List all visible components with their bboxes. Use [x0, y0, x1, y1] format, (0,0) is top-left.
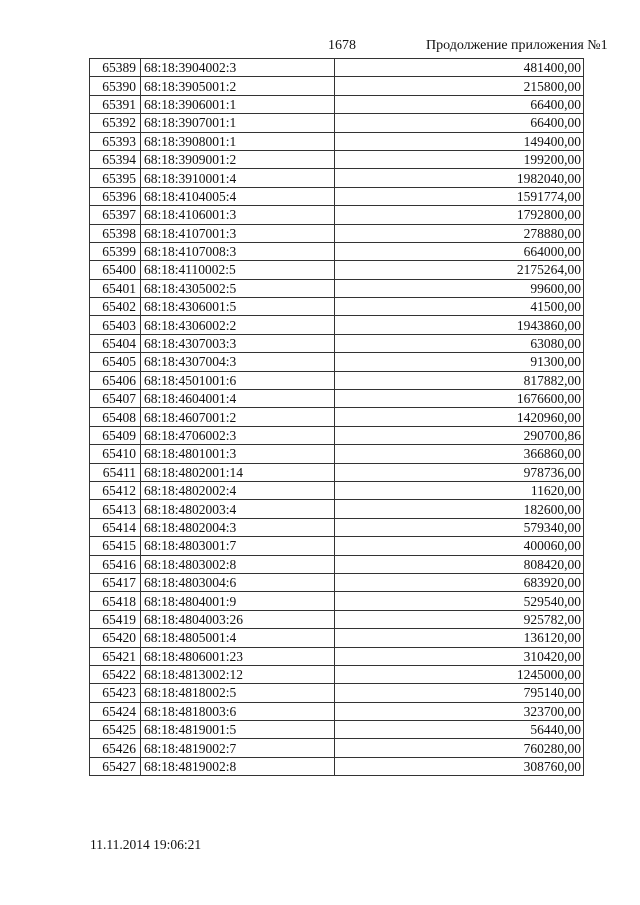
- cadastral-value-cell: 978736,00: [335, 463, 584, 481]
- cadastral-value-cell: 795140,00: [335, 684, 584, 702]
- cadastral-number-cell: 68:18:4802002:4: [141, 481, 335, 499]
- table-row: [90, 114, 584, 132]
- cadastral-value-cell: 1676600,00: [335, 390, 584, 408]
- cadastral-number-cell: 68:18:4106001:3: [141, 206, 335, 224]
- table-row: [90, 739, 584, 757]
- row-number-cell: 65417: [90, 573, 141, 591]
- row-number-cell: 65408: [90, 408, 141, 426]
- cadastral-value-cell: 366860,00: [335, 445, 584, 463]
- cadastral-number-cell: 68:18:4805001:4: [141, 629, 335, 647]
- cadastral-number-cell: 68:18:3905001:2: [141, 77, 335, 95]
- cadastral-number-cell: 68:18:4804001:9: [141, 592, 335, 610]
- row-number-cell: 65389: [90, 59, 141, 77]
- row-number-cell: 65422: [90, 665, 141, 683]
- cadastral-number-cell: 68:18:4110002:5: [141, 261, 335, 279]
- table-row: [90, 500, 584, 518]
- cadastral-value-cell: 56440,00: [335, 721, 584, 739]
- row-number-cell: 65412: [90, 481, 141, 499]
- cadastral-value-cell: 149400,00: [335, 132, 584, 150]
- table-body: [90, 59, 584, 776]
- table-row: [90, 371, 584, 389]
- row-number-cell: 65393: [90, 132, 141, 150]
- cadastral-number-cell: 68:18:4819002:8: [141, 757, 335, 775]
- cadastral-value-cell: 11620,00: [335, 481, 584, 499]
- table-row: [90, 353, 584, 371]
- row-number-cell: 65409: [90, 426, 141, 444]
- cadastral-value-cell: 529540,00: [335, 592, 584, 610]
- row-number-cell: 65419: [90, 610, 141, 628]
- cadastral-number-cell: 68:18:4813002:12: [141, 665, 335, 683]
- cadastral-number-cell: 68:18:4305002:5: [141, 279, 335, 297]
- table-row: [90, 426, 584, 444]
- cadastral-number-cell: 68:18:4307003:3: [141, 334, 335, 352]
- cadastral-number-cell: 68:18:4803004:6: [141, 573, 335, 591]
- cadastral-number-cell: 68:18:4804003:26: [141, 610, 335, 628]
- cadastral-number-cell: 68:18:3908001:1: [141, 132, 335, 150]
- cadastral-number-cell: 68:18:4806001:23: [141, 647, 335, 665]
- row-number-cell: 65420: [90, 629, 141, 647]
- cadastral-value-cell: 817882,00: [335, 371, 584, 389]
- row-number-cell: 65396: [90, 187, 141, 205]
- row-number-cell: 65406: [90, 371, 141, 389]
- row-number-cell: 65400: [90, 261, 141, 279]
- cadastral-value-cell: 182600,00: [335, 500, 584, 518]
- table-row: [90, 481, 584, 499]
- row-number-cell: 65395: [90, 169, 141, 187]
- cadastral-value-cell: 400060,00: [335, 537, 584, 555]
- row-number-cell: 65399: [90, 242, 141, 260]
- table-row: [90, 206, 584, 224]
- page-number: 1678: [328, 38, 356, 53]
- cadastral-value-cell: 579340,00: [335, 518, 584, 536]
- cadastral-value-cell: 760280,00: [335, 739, 584, 757]
- row-number-cell: 65427: [90, 757, 141, 775]
- cadastral-number-cell: 68:18:4819002:7: [141, 739, 335, 757]
- cadastral-value-cell: 1982040,00: [335, 169, 584, 187]
- cadastral-value-cell: 1591774,00: [335, 187, 584, 205]
- cadastral-number-cell: 68:18:3904002:3: [141, 59, 335, 77]
- cadastral-number-cell: 68:18:3910001:4: [141, 169, 335, 187]
- cadastral-number-cell: 68:18:4107001:3: [141, 224, 335, 242]
- row-number-cell: 65391: [90, 95, 141, 113]
- table-row: [90, 592, 584, 610]
- cadastral-value-cell: 41500,00: [335, 298, 584, 316]
- cadastral-number-cell: 68:18:4306002:2: [141, 316, 335, 334]
- table-row: [90, 59, 584, 77]
- table-row: [90, 537, 584, 555]
- cadastral-number-cell: 68:18:4819001:5: [141, 721, 335, 739]
- table-row: [90, 334, 584, 352]
- table-row: [90, 242, 584, 260]
- table-row: [90, 684, 584, 702]
- table-row: [90, 279, 584, 297]
- row-number-cell: 65390: [90, 77, 141, 95]
- row-number-cell: 65418: [90, 592, 141, 610]
- cadastral-value-cell: 808420,00: [335, 555, 584, 573]
- cadastral-number-cell: 68:18:4801001:3: [141, 445, 335, 463]
- table-row: [90, 261, 584, 279]
- row-number-cell: 65416: [90, 555, 141, 573]
- table-row: [90, 629, 584, 647]
- cadastral-number-cell: 68:18:4306001:5: [141, 298, 335, 316]
- table-row: [90, 187, 584, 205]
- table-row: [90, 150, 584, 168]
- row-number-cell: 65414: [90, 518, 141, 536]
- row-number-cell: 65415: [90, 537, 141, 555]
- cadastral-value-cell: 481400,00: [335, 59, 584, 77]
- row-number-cell: 65426: [90, 739, 141, 757]
- cadastral-number-cell: 68:18:4604001:4: [141, 390, 335, 408]
- table-row: [90, 132, 584, 150]
- row-number-cell: 65392: [90, 114, 141, 132]
- table-row: [90, 610, 584, 628]
- page-caption: Продолжение приложения №1: [426, 38, 608, 53]
- cadastral-number-cell: 68:18:4706002:3: [141, 426, 335, 444]
- cadastral-value-cell: 323700,00: [335, 702, 584, 720]
- cadastral-value-cell: 1420960,00: [335, 408, 584, 426]
- cadastral-number-cell: 68:18:4818002:5: [141, 684, 335, 702]
- row-number-cell: 65404: [90, 334, 141, 352]
- cadastral-number-cell: 68:18:4501001:6: [141, 371, 335, 389]
- cadastral-number-cell: 68:18:4818003:6: [141, 702, 335, 720]
- row-number-cell: 65413: [90, 500, 141, 518]
- cadastral-value-cell: 925782,00: [335, 610, 584, 628]
- cadastral-value-cell: 1245000,00: [335, 665, 584, 683]
- table-row: [90, 702, 584, 720]
- table-row: [90, 721, 584, 739]
- cadastral-value-cell: 308760,00: [335, 757, 584, 775]
- row-number-cell: 65402: [90, 298, 141, 316]
- table-row: [90, 316, 584, 334]
- row-number-cell: 65410: [90, 445, 141, 463]
- row-number-cell: 65398: [90, 224, 141, 242]
- cadastral-number-cell: 68:18:3906001:1: [141, 95, 335, 113]
- cadastral-number-cell: 68:18:4607001:2: [141, 408, 335, 426]
- cadastral-number-cell: 68:18:4803001:7: [141, 537, 335, 555]
- table-row: [90, 518, 584, 536]
- cadastral-number-cell: 68:18:3907001:1: [141, 114, 335, 132]
- cadastral-value-cell: 63080,00: [335, 334, 584, 352]
- cadastral-number-cell: 68:18:4107008:3: [141, 242, 335, 260]
- table-row: [90, 390, 584, 408]
- cadastral-value-cell: 2175264,00: [335, 261, 584, 279]
- cadastral-number-cell: 68:18:4802001:14: [141, 463, 335, 481]
- table-row: [90, 95, 584, 113]
- table-row: [90, 169, 584, 187]
- row-number-cell: 65405: [90, 353, 141, 371]
- table-row: [90, 77, 584, 95]
- table-row: [90, 408, 584, 426]
- cadastral-value-cell: 310420,00: [335, 647, 584, 665]
- cadastral-value-cell: 1943860,00: [335, 316, 584, 334]
- cadastral-number-cell: 68:18:4307004:3: [141, 353, 335, 371]
- cadastral-value-cell: 66400,00: [335, 114, 584, 132]
- cadastral-number-cell: 68:18:4802003:4: [141, 500, 335, 518]
- cadastral-number-cell: 68:18:4104005:4: [141, 187, 335, 205]
- cadastral-value-cell: 215800,00: [335, 77, 584, 95]
- cadastral-value-cell: 66400,00: [335, 95, 584, 113]
- table-row: [90, 647, 584, 665]
- table-row: [90, 555, 584, 573]
- cadastral-value-cell: 683920,00: [335, 573, 584, 591]
- cadastral-value-table: [89, 58, 584, 776]
- footer-timestamp: 11.11.2014 19:06:21: [90, 837, 202, 852]
- cadastral-number-cell: 68:18:4803002:8: [141, 555, 335, 573]
- table-row: [90, 573, 584, 591]
- row-number-cell: 65411: [90, 463, 141, 481]
- cadastral-number-cell: 68:18:3909001:2: [141, 150, 335, 168]
- cadastral-value-cell: 1792800,00: [335, 206, 584, 224]
- table-row: [90, 665, 584, 683]
- row-number-cell: 65421: [90, 647, 141, 665]
- table-row: [90, 757, 584, 775]
- table-row: [90, 463, 584, 481]
- row-number-cell: 65394: [90, 150, 141, 168]
- row-number-cell: 65403: [90, 316, 141, 334]
- row-number-cell: 65407: [90, 390, 141, 408]
- row-number-cell: 65425: [90, 721, 141, 739]
- table-row: [90, 224, 584, 242]
- cadastral-value-cell: 278880,00: [335, 224, 584, 242]
- cadastral-number-cell: 68:18:4802004:3: [141, 518, 335, 536]
- cadastral-value-cell: 199200,00: [335, 150, 584, 168]
- row-number-cell: 65401: [90, 279, 141, 297]
- cadastral-value-cell: 99600,00: [335, 279, 584, 297]
- row-number-cell: 65423: [90, 684, 141, 702]
- table-row: [90, 445, 584, 463]
- cadastral-value-cell: 664000,00: [335, 242, 584, 260]
- row-number-cell: 65397: [90, 206, 141, 224]
- cadastral-value-cell: 290700,86: [335, 426, 584, 444]
- row-number-cell: 65424: [90, 702, 141, 720]
- cadastral-value-cell: 136120,00: [335, 629, 584, 647]
- cadastral-value-cell: 91300,00: [335, 353, 584, 371]
- table-row: [90, 298, 584, 316]
